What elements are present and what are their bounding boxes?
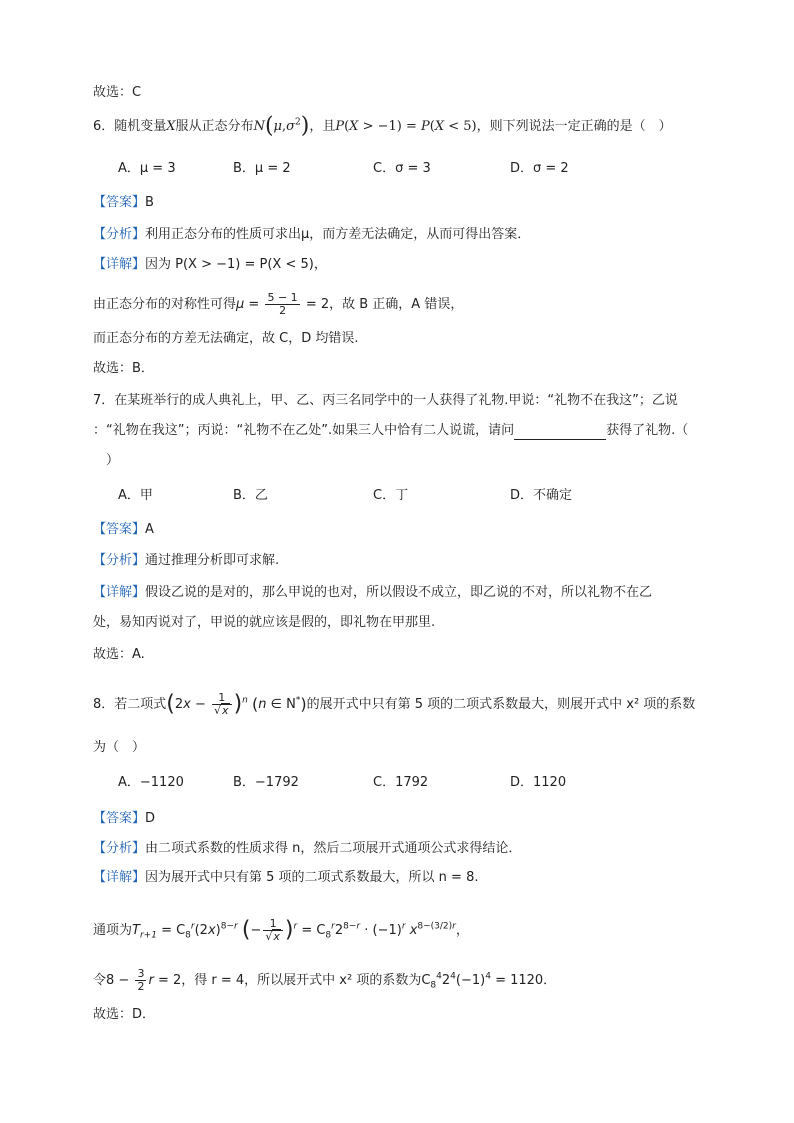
q8-detail-3-mid: ，得 r = 4，所以展开式中 x² 项的系数为 [181, 973, 422, 988]
q6-answer-value: B [145, 195, 154, 210]
q6-detail-1-text: 因为 P(X > −1) = P(X < 5)， [145, 257, 327, 272]
q6-detail-3: 而正态分布的方差无法确定，故 C，D 均错误. [93, 331, 359, 346]
q8-answer [93, 810, 155, 828]
q8-stem-prefix: 8．若二项式 [93, 697, 167, 712]
q8-stem-2: 为（ ） [93, 740, 146, 755]
q6-analysis-text: 利用正态分布的性质可求出μ，而方差无法确定，从而可得出答案． [145, 227, 531, 242]
q7-stem-2-prefix: ：“礼物在我这”；丙说：“礼物不在乙处”.如果三人中恰有二人说谎，请问 [93, 423, 515, 438]
q6-analysis-tag: 【分析】 [93, 227, 146, 242]
q7-analysis-tag: 【分析】 [93, 553, 146, 568]
q7-detail-2: 处，易知丙说对了，甲说的就应该是假的，即礼物在甲那里. [93, 615, 436, 630]
q8-answer-tag: 【答案】 [93, 811, 146, 826]
q7-conclusion: 故选：A. [93, 647, 145, 662]
q8-option-d: D．1120 [510, 775, 567, 790]
q6-detail-1 [93, 256, 327, 274]
q8-detail-3-prefix: 令 [93, 973, 107, 988]
q8-detail-2: 通项为$T_{r+1} = C_8^r(2x)^{8-r}$ (− $\frac{1}{√x}$ )$^r = C_8^r2^{8-r} \cdot (-1)^r$ $x^{8-(3/2)r}$， [93, 917, 469, 943]
q8-answer-value: D [145, 811, 156, 826]
q6-option-b: B．μ = 2 [233, 161, 291, 176]
q6-stem-mid: 服从正态分布 [175, 119, 254, 134]
q8-analysis-tag: 【分析】 [93, 841, 146, 856]
q6-option-d: D．σ = 2 [510, 161, 569, 176]
q8-detail-2-prefix: 通项为 [93, 923, 133, 938]
q8-conclusion: 故选：D． [93, 1007, 156, 1022]
q8-option-b: B．−1792 [233, 775, 299, 790]
q6-detail-2-prefix: 由正态分布的对称性可得 [93, 297, 237, 312]
q7-answer-tag: 【答案】 [93, 522, 146, 537]
q7-detail-1-text: 假设乙说的是对的，那么甲说的也对，所以假设不成立，即乙说的不对，所以礼物不在乙 [145, 585, 653, 600]
q8-stem-suffix: 的展开式中只有第 5 项的二项式系数最大，则展开式中 x² 项的系数 [306, 697, 696, 712]
prev-answer: 故选：C [93, 85, 142, 100]
q6-detail-tag: 【详解】 [93, 257, 146, 272]
q6-analysis [93, 226, 530, 244]
q6-stem-prefix: 6．随机变量 [93, 119, 167, 134]
q7-answer-value: A [145, 522, 154, 537]
q6-detail-2: 由正态分布的对称性可得μ = $\frac{5 - 1}{2}$ = 2，故 B 正确，A 错误， [93, 291, 464, 317]
q6-stem-and: ，且 [309, 119, 336, 134]
q7-option-c: C．丁 [373, 488, 409, 503]
q8-detail-tag: 【详解】 [93, 870, 146, 885]
q7-answer-blank [514, 425, 606, 440]
q8-option-a: A．−1120 [118, 775, 184, 790]
q8-detail-3: 令8 − $\frac{3}{2}$ r = 2，得 r = 4，所以展开式中 x² 项的系数为$C_8^42^4(-1)^4 = 1120$． [93, 967, 557, 993]
q7-analysis [93, 552, 279, 570]
q6-option-c: C．σ = 3 [373, 161, 431, 176]
q8-option-c: C．1792 [373, 775, 429, 790]
q7-detail-tag: 【详解】 [93, 585, 146, 600]
q8-detail-1-text: 因为展开式中只有第 5 项的二项式系数最大，所以 n = 8. [145, 870, 479, 885]
q6-answer [93, 194, 154, 212]
q7-option-a: A．甲 [118, 488, 153, 503]
q7-stem-2 [93, 422, 688, 440]
q7-option-b: B．乙 [233, 488, 268, 503]
q7-analysis-text: 通过推理分析即可求解. [145, 553, 280, 568]
q7-option-d: D．不确定 [510, 488, 573, 503]
q6-conclusion: 故选：B． [93, 361, 154, 376]
q8-stem-1: 8．若二项式(2x − $\frac{1}{√x}$ )$^n$ (n ∈ N*)的展开式中只有第 5 项的二项式系数最大，则展开式中 x² 项的系数 [93, 691, 696, 717]
q6-detail-2-suffix: ，故 B 正确，A 错误， [329, 297, 464, 312]
q6-answer-tag: 【答案】 [93, 195, 146, 210]
q8-analysis-text: 由二项式系数的性质求得 n，然后二项展开式通项公式求得结论． [145, 841, 522, 856]
q7-stem-2-suffix: 获得了礼物.（ [606, 423, 689, 438]
q6-normal-dist: N [253, 119, 265, 134]
q8-detail-1 [93, 869, 478, 887]
q7-stem-3: ） [93, 453, 120, 468]
q6-stem-suffix: ，则下列说法一定正确的是（ ） [476, 119, 672, 134]
q7-answer [93, 521, 154, 539]
q7-detail-1 [93, 584, 652, 602]
q7-stem-1: 7．在某班举行的成人典礼上，甲、乙、丙三名同学中的一人获得了礼物.甲说：“礼物不在我这”；乙说 [93, 393, 678, 408]
q6-option-a: A．μ = 3 [118, 161, 176, 176]
q8-analysis [93, 840, 521, 858]
q6-stem: 6．随机变量X服从正态分布$N(\mu,\sigma^2)$，且P(X > −1) = P(X < 5)，则下列说法一定正确的是（ ） [93, 113, 672, 139]
